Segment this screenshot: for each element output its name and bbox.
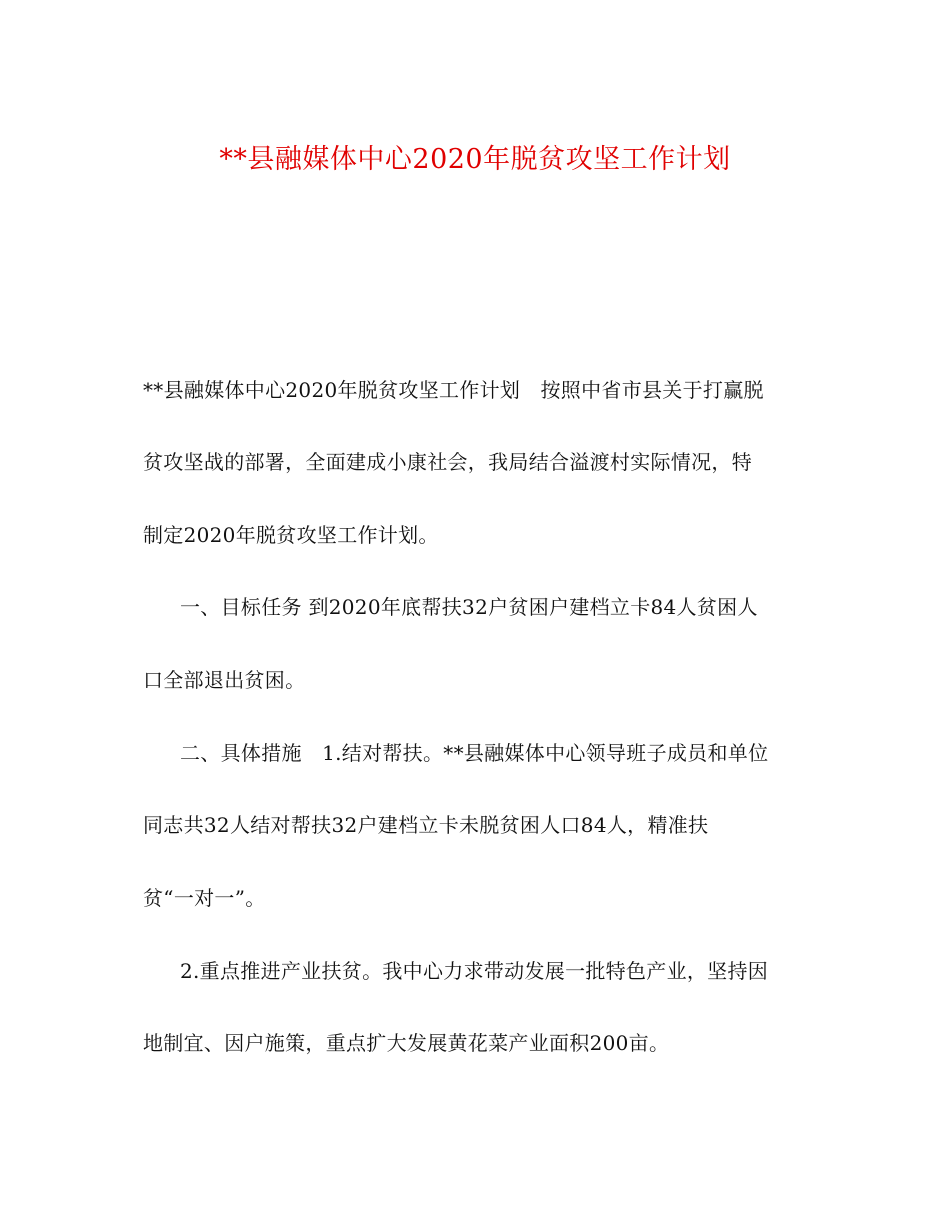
paragraph-line-10: 地制宜、因户施策，重点扩大发展黄花菜产业面积200亩。 [143,1031,670,1055]
paragraph-line-3: 制定2020年脱贫攻坚工作计划。 [143,523,439,547]
paragraph-line-1: **县融媒体中心2020年脱贫攻坚工作计划 按照中省市县关于打赢脱 [143,378,764,402]
document-title: **县融媒体中心2020年脱贫攻坚工作计划 [219,144,731,175]
paragraph-line-6: 二、具体措施 1.结对帮扶。**县融媒体中心领导班子成员和单位 [180,741,769,765]
paragraph-line-7: 同志共32人结对帮扶32户建档立卡未脱贫困人口84人，精准扶 [143,813,709,837]
paragraph-line-9: 2.重点推进产业扶贫。我中心力求带动发展一批特色产业，坚持因 [180,959,769,983]
paragraph-line-5: 口全部退出贫困。 [143,668,306,692]
paragraph-line-2: 贫攻坚战的部署，全面建成小康社会，我局结合溢渡村实际情况，特 [143,450,752,474]
paragraph-line-4: 一、目标任务 到2020年底帮扶32户贫困户建档立卡84人贫困人 [180,595,758,619]
paragraph-line-8: 贫“一对一”。 [143,886,266,910]
